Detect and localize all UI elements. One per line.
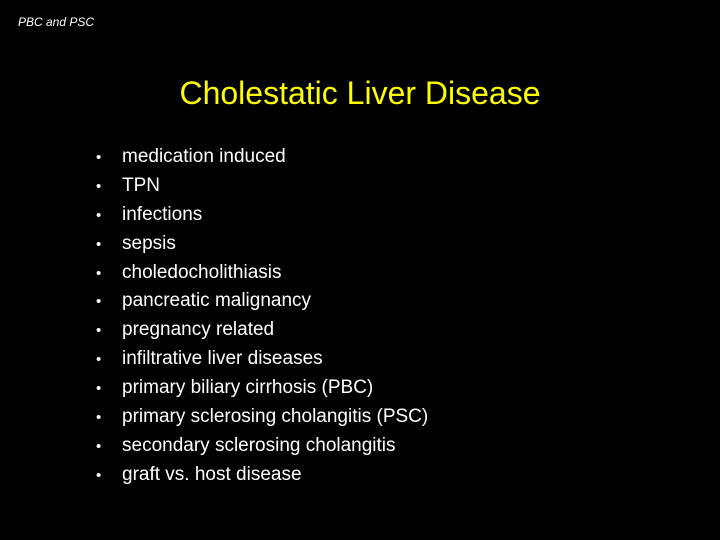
- slide-title-container: [0, 73, 720, 113]
- list-item-text: medication induced: [122, 146, 286, 167]
- list-item-text: pancreatic malignancy: [122, 290, 312, 312]
- list-item: [96, 464, 428, 493]
- list-item: [96, 204, 428, 233]
- list-item-text: TPN: [122, 174, 160, 196]
- list-item: [96, 348, 428, 377]
- bullet-icon: •: [96, 437, 102, 455]
- header-tag: PBC and PSC: [18, 15, 95, 29]
- list-item: [96, 262, 428, 291]
- list-item-text: primary sclerosing cholangitis (PSC): [122, 406, 429, 428]
- bullet-icon: •: [96, 149, 102, 166]
- bullet-icon: •: [96, 264, 102, 282]
- list-item-text: secondary sclerosing cholangitis: [122, 434, 396, 456]
- list-item: [96, 146, 428, 175]
- list-item: [96, 290, 428, 319]
- bullet-icon: •: [96, 235, 102, 253]
- list-item-text: primary biliary cirrhosis (PBC): [122, 377, 374, 399]
- bullet-icon: •: [96, 466, 102, 484]
- bullet-list: [96, 146, 428, 493]
- list-item: [96, 406, 428, 435]
- list-item-text: graft vs. host disease: [122, 463, 302, 485]
- bullet-icon: •: [96, 322, 102, 340]
- bullet-icon: •: [96, 206, 102, 224]
- list-item-text: infiltrative liver diseases: [122, 348, 323, 370]
- bullet-icon: •: [96, 380, 102, 398]
- bullet-icon: •: [96, 409, 102, 427]
- bullet-icon: •: [96, 293, 102, 311]
- list-item: [96, 175, 428, 204]
- list-item: [96, 233, 428, 262]
- list-item: [96, 377, 428, 406]
- bullet-icon: •: [96, 351, 102, 369]
- list-item-text: sepsis: [122, 232, 176, 254]
- list-item: [96, 319, 428, 348]
- list-item-text: choledocholithiasis: [122, 261, 282, 283]
- list-item-text: pregnancy related: [122, 319, 275, 341]
- slide-title: Cholestatic Liver Disease: [179, 75, 541, 111]
- bullet-icon: •: [96, 177, 102, 195]
- list-item-text: infections: [122, 203, 203, 225]
- list-item: [96, 435, 428, 464]
